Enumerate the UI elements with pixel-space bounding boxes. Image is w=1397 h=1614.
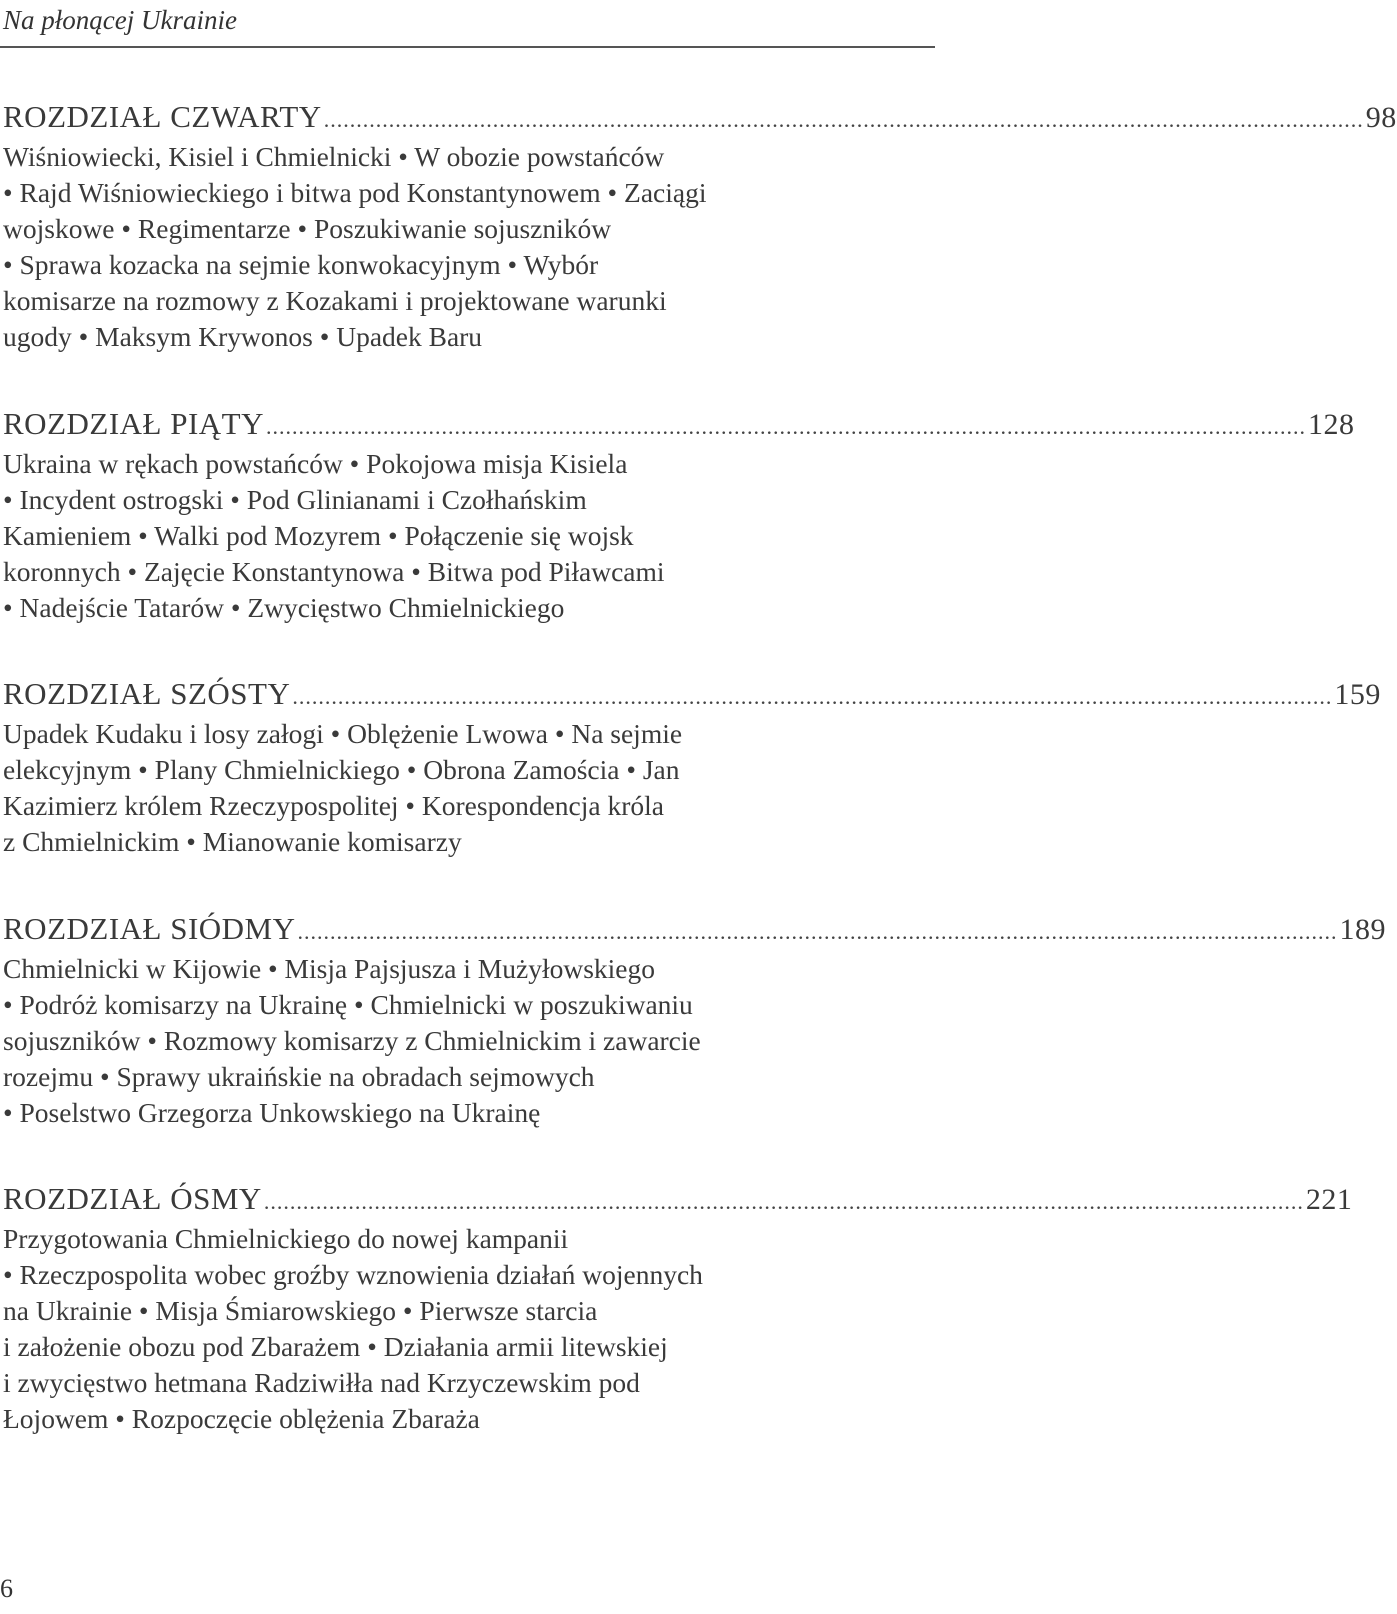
dot-leader: ................................................................................................................................................................ [323,107,1364,132]
chapter-heading[interactable] [3,910,1387,951]
summary-line: elekcyjnym • Plany Chmielnickiego • Obrona Zamościa • Jan [3,754,680,785]
summary-line: z Chmielnickim • Mianowanie komisarzy [3,826,462,857]
chapter-heading[interactable] [3,1180,1353,1221]
summary-line: i zwycięstwo hetmana Radziwiłła nad Krzyczewskim pod [3,1367,640,1398]
toc-entry-chapter-8 [3,1180,1353,1437]
chapter-heading[interactable] [3,405,1355,446]
summary-line: • Rajd Wiśniowieckiego i bitwa pod Konstantynowem • Zaciągi [3,177,707,208]
summary-line: Ukraina w rękach powstańców • Pokojowa misja Kisiela [3,448,628,479]
dot-leader: ................................................................................................................................................................ [292,684,1333,709]
dot-leader: ................................................................................................................................................................ [297,919,1338,944]
chapter-page-number: 159 [1334,678,1381,711]
summary-line: sojuszników • Rozmowy komisarzy z Chmielnickim i zawarcie [3,1025,701,1056]
chapter-summary [3,951,933,1131]
summary-line: Łojowem • Rozpoczęcie oblężenia Zbaraża [3,1403,480,1434]
running-head: Na płonącej Ukrainie [3,5,237,35]
chapter-page-number: 98 [1365,101,1397,134]
toc-entry-chapter-5 [3,405,1355,626]
chapter-heading[interactable] [3,98,1397,139]
summary-line: i założenie obozu pod Zbarażem • Działania armii litewskiej [3,1331,668,1362]
summary-line: • Podróż komisarzy na Ukrainę • Chmielnicki w poszukiwaniu [3,989,693,1020]
chapter-summary [3,139,933,355]
header-rule [0,46,935,48]
chapter-page-number: 128 [1308,408,1355,441]
chapter-title: ROZDZIAŁ ÓSMY [3,1181,262,1216]
chapter-summary [3,716,933,860]
summary-line: koronnych • Zajęcie Konstantynowa • Bitwa pod Piławcami [3,556,665,587]
summary-line: Przygotowania Chmielnickiego do nowej kampanii [3,1223,569,1254]
chapter-summary [3,446,933,626]
summary-line: • Nadejście Tatarów • Zwycięstwo Chmielnickiego [3,592,565,623]
dot-leader: ................................................................................................................................................................ [263,1189,1304,1214]
page-number: 6 [0,1574,13,1603]
summary-line: komisarze na rozmowy z Kozakami i projektowane warunki [3,285,667,316]
toc-entry-chapter-7 [3,910,1387,1131]
summary-line: • Incydent ostrogski • Pod Glinianami i Czołhańskim [3,484,587,515]
chapter-heading[interactable] [3,675,1381,716]
dot-leader: ................................................................................................................................................................ [266,414,1306,439]
summary-line: • Sprawa kozacka na sejmie konwokacyjnym • Wybór [3,249,599,280]
toc-entry-chapter-6 [3,675,1381,860]
chapter-page-number: 189 [1339,913,1387,946]
summary-line: rozejmu • Sprawy ukraińskie na obradach sejmowych [3,1061,595,1092]
summary-line: • Poselstwo Grzegorza Unkowskiego na Ukrainę [3,1097,541,1128]
chapter-title: ROZDZIAŁ PIĄTY [3,406,264,441]
summary-line: Chmielnicki w Kijowie • Misja Pajsjusza i Mużyłowskiego [3,953,655,984]
chapter-summary [3,1221,933,1437]
summary-line: wojskowe • Regimentarze • Poszukiwanie sojuszników [3,213,612,244]
chapter-title: ROZDZIAŁ CZWARTY [3,99,322,134]
chapter-title: ROZDZIAŁ SIÓDMY [3,911,296,946]
summary-line: na Ukrainie • Misja Śmiarowskiego • Pierwsze starcia [3,1295,598,1326]
chapter-title: ROZDZIAŁ SZÓSTY [3,676,291,711]
summary-line: Kamieniem • Walki pod Mozyrem • Połączenie się wojsk [3,520,634,551]
chapter-page-number: 221 [1305,1183,1353,1216]
summary-line: • Rzeczpospolita wobec groźby wznowienia działań wojennych [3,1259,703,1290]
summary-line: Kazimierz królem Rzeczypospolitej • Korespondencja króla [3,790,664,821]
toc-entry-chapter-4 [3,98,1397,355]
summary-line: Wiśniowiecki, Kisiel i Chmielnicki • W obozie powstańców [3,141,665,172]
summary-line: ugody • Maksym Krywonos • Upadek Baru [3,321,483,352]
summary-line: Upadek Kudaku i losy załogi • Oblężenie Lwowa • Na sejmie [3,718,683,749]
